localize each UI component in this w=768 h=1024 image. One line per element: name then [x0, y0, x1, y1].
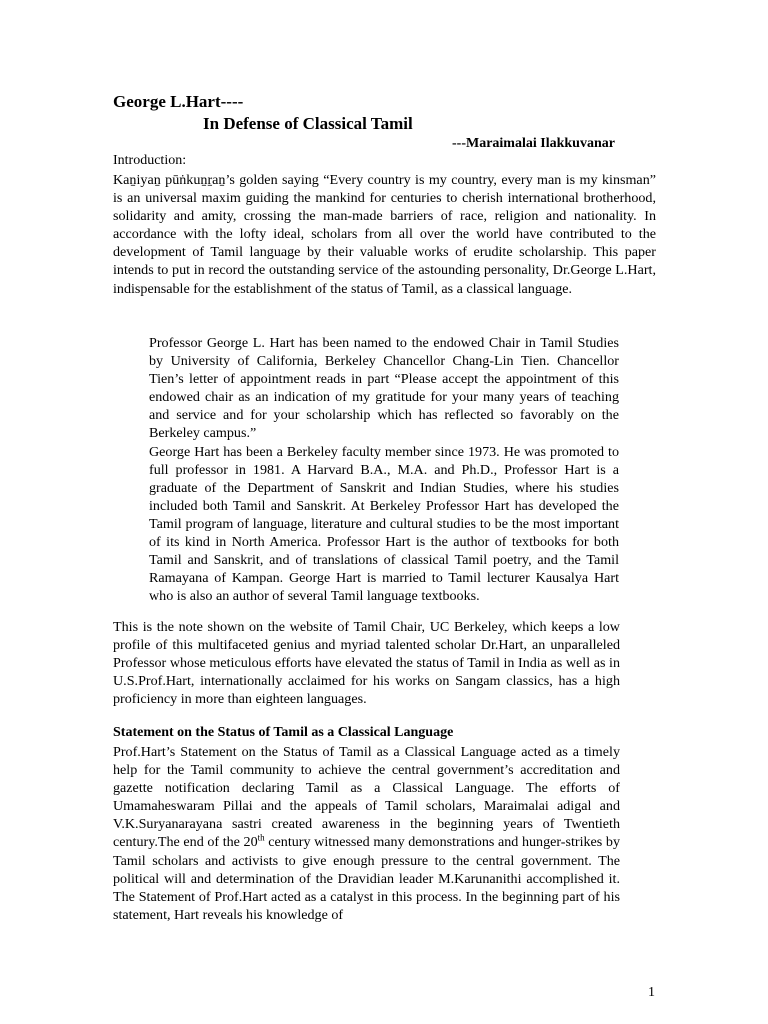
title-line-1: George L.Hart---- [113, 92, 244, 111]
statement-paragraph [113, 743, 620, 924]
block-quote [149, 334, 619, 605]
introduction-paragraph: Kaṉiyaṉ pūṅkuṉṟaṉ’s golden saying “Every country is my country, every man is my kinsman” is an universal maxim guiding the mankind for centuries to cherish international brotherhood, solidarity and amity, crossing the man-made barriers of race, religion and nationality. In accordance with the lofty ideal, scholars from all over the world have contributed to the development of Tamil language by their valuable works of erudite scholarship. This paper intends to put in record the outstanding service of the astounding personality, Dr.George L.Hart, indispensable for the establishment of the status of Tamil, as a classical language. [113, 172, 656, 297]
author-byline: ---Maraimalai Ilakkuvanar [452, 136, 615, 151]
ordinal-superscript: th [257, 832, 265, 843]
introduction-label: Introduction: [113, 153, 187, 168]
section-heading: Statement on the Status of Tamil as a Classical Language [113, 725, 454, 740]
title-line-2: In Defense of Classical Tamil [203, 114, 413, 133]
statement-text-before: Prof.Hart’s Statement on the Status of Tamil as a Classical Language acted as a timely help for the Tamil community to achieve the central government’s accreditation and gazette notification declaring Tamil as a Classical Language. The efforts of Umamaheswaram Pillai and the appeals of Tamil scholars, Maraimalai adigal and V.K.Suryanarayana sastri created awareness in the beginning years of Twentieth century.The end of the 20 [113, 744, 620, 851]
quote-biography: George Hart has been a Berkeley faculty member since 1973. He was promoted to full professor in 1981. A Harvard B.A., M.A. and Ph.D., Professor Hart is a graduate of the Department of Sanskrit and Indian Studies, where his studies included both Tamil and Sanskrit. At Berkeley Professor Hart has developed the Tamil program of language, literature and cultural studies to be the most important of its kind in North America. Professor Hart is the author of textbooks for both Tamil and Sanskrit, and of translations of classical Tamil poetry, and the Tamil Ramayana of Kampan. George Hart is married to Tamil lecturer Kausalya Hart who is also an author of several Tamil language textbooks. [149, 443, 619, 605]
page-number: 1 [648, 985, 655, 1000]
quote-appointment: Professor George L. Hart has been named to the endowed Chair in Tamil Studies by University of California, Berkeley Chancellor Chang-Lin Tien. Chancellor Tien’s letter of appointment reads in part “Please accept the appointment of this endowed chair as an indication of my gratitude for your many years of teaching and service and for your scholarship which has reflected so favorably on the Berkeley campus.” [149, 335, 619, 442]
statement-text-after: century witnessed many demonstrations and hunger-strikes by Tamil scholars and activists to give enough pressure to the central government. The political will and determination of the Dravidian leader M.Karunanithi accomplished it. The Statement of Prof.Hart acted as a catalyst in this process. In the beginning part of his statement, Hart reveals his knowledge of [113, 834, 620, 923]
note-paragraph: This is the note shown on the website of Tamil Chair, UC Berkeley, which keeps a low profile of this multifaceted genius and myriad talented scholar Dr.Hart, an unparalleled Professor whose meticulous efforts have elevated the status of Tamil in India as well as in U.S.Prof.Hart, internationally acclaimed for his works on Sangam classics, has a high proficiency in more than eighteen languages. [113, 619, 620, 708]
